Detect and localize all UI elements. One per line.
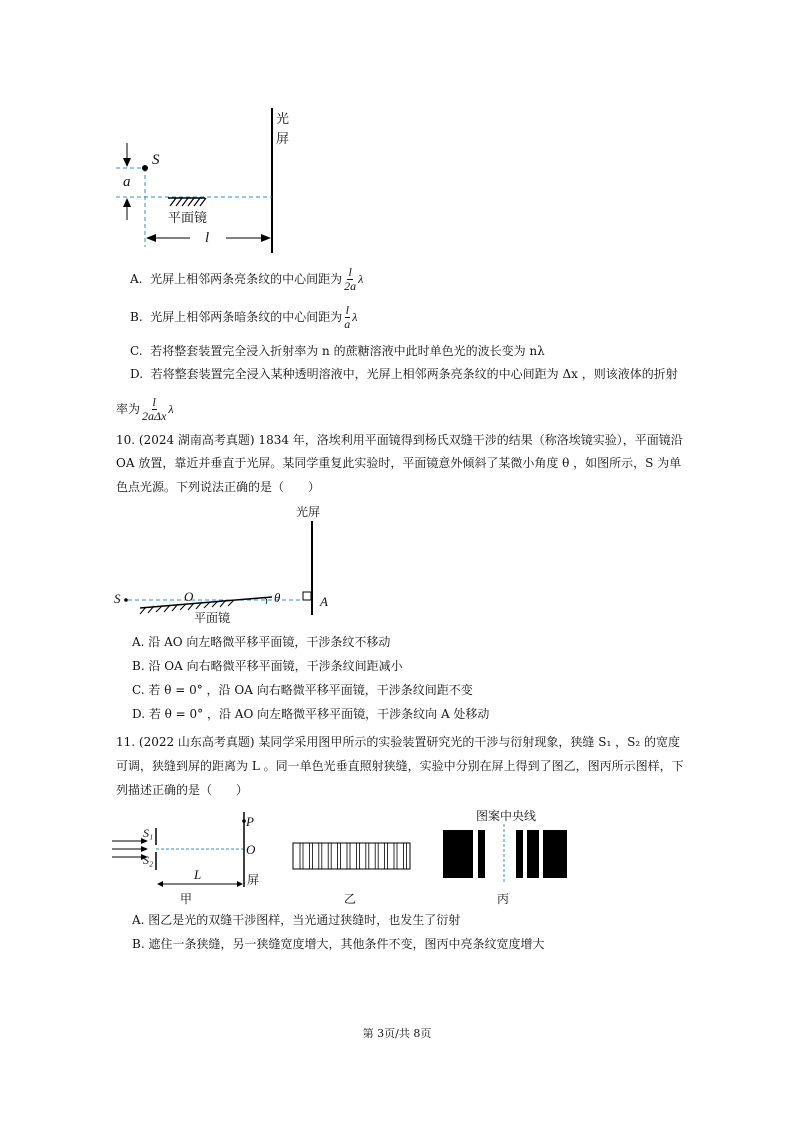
q11-stem-line-2: 可调，狭缝到屏的距离为 L 。同一单色光垂直照射狭缝，实验中分别在屏上得到了图乙，图丙所示图样，下: [116, 759, 684, 773]
screen-label: 光 屏: [276, 112, 290, 147]
fringe-line: [366, 843, 369, 869]
figure-yi-caption: 乙: [344, 892, 357, 906]
q11-option-b[interactable]: B. 遮住一条狭缝，另一狭缝宽度增大，其他条件不变，图丙中亮条纹宽度增大: [132, 937, 545, 951]
distance-l-label-3: L: [194, 867, 202, 882]
fringe-line: [347, 843, 350, 869]
slit-s2-label: S₂: [143, 853, 154, 867]
theta-label: θ: [274, 590, 281, 605]
fringe-line: [309, 843, 312, 869]
fringe-line: [394, 843, 397, 869]
q10-option-b[interactable]: B. 沿 OA 向右略微平移平面镜，干涉条纹间距减小: [132, 659, 403, 673]
q9-option-c[interactable]: C. 若将整套装置完全浸入折射率为 n 的蔗糖溶液中此时单色光的波长变为 nλ: [130, 344, 545, 358]
center-line-label: 图案中央线: [476, 809, 537, 823]
fringe-line: [375, 843, 378, 869]
point-p-label: P: [246, 814, 254, 829]
point-o-label-3: O: [246, 842, 256, 857]
point-a-label: A: [320, 594, 328, 609]
figure-jia-caption: 甲: [180, 892, 193, 906]
q10-stem-line-3: 色点光源。下列说法正确的是（ ）: [116, 480, 321, 494]
screen-label-2: 光屏: [296, 505, 321, 519]
q9-option-a[interactable]: A. 光屏上相邻两条亮条纹的中心间距为 $\frac{l}{2a}$ λ: [130, 265, 364, 293]
q10-option-c[interactable]: C. 若 θ = 0° ，沿 OA 向右略微平移平面镜，干涉条纹间距不变: [132, 683, 473, 697]
q11-stem-line-1: 11. (2022 山东高考真题) 某同学采用图甲所示的实验装置研究光的干涉与衍射现象，狭缝 S₁ ，S₂ 的宽度: [116, 735, 680, 749]
q10-option-a[interactable]: A. 沿 AO 向左略微平移平面镜，干涉条纹不移动: [132, 635, 391, 649]
mirror-label: 平面镜: [168, 211, 208, 226]
fringe-line: [356, 843, 359, 869]
q11-option-a[interactable]: A. 图乙是光的双缝干涉图样，当光通过狭缝时，也发生了衍射: [132, 913, 461, 927]
fringe-line: [319, 843, 322, 869]
q10-option-d[interactable]: D. 若 θ = 0° ，沿 AO 向左略微平移平面镜，干涉条纹向 A 处移动: [132, 707, 490, 721]
fringe-line: [328, 843, 331, 869]
figure-bing-caption: 丙: [497, 892, 510, 906]
q10-stem-line-1: 10. (2024 湖南高考真题) 1834 年，洛埃利用平面镜得到杨氏双缝干涉的结果（称洛埃镜实验），平面镜沿: [116, 433, 683, 447]
q10-stem-line-2: OA 放置，靠近并垂直于光屏。某同学重复此实验时，平面镜意外倾斜了某微小角度 θ ，如图所示，S 为单: [116, 456, 682, 470]
screen-label-3: 屏: [247, 873, 260, 887]
distance-a-label: a: [123, 174, 131, 190]
fringe-line: [385, 843, 388, 869]
slit-s1-label: S₁: [143, 826, 154, 840]
fringe-line: [300, 843, 303, 869]
fringe-line: [338, 843, 341, 869]
page-footer: 第 3页/共 8页: [362, 1027, 432, 1040]
q9-option-b[interactable]: B. 光屏上相邻两条暗条纹的中心间距为 $\frac{l}{a}$ λ: [130, 303, 358, 331]
source-label: S: [152, 152, 160, 168]
distance-l-label: l: [205, 230, 210, 246]
q11-stem-line-3: 列描述正确的是（ ）: [116, 783, 249, 797]
mirror-label-2: 平面镜: [194, 611, 231, 625]
point-o-label: O: [184, 589, 194, 604]
q9-option-d-line2: 率为 $\frac{l}{\text{2aΔx}}$ λ: [116, 395, 174, 423]
source-label-2: S: [114, 591, 121, 606]
q9-option-d[interactable]: D. 若将整套装置完全浸入某种透明溶液中，光屏上相邻两条亮条纹的中心间距为 Δx ，则该液体的折射: [130, 367, 678, 381]
fringe-line: [403, 843, 406, 869]
